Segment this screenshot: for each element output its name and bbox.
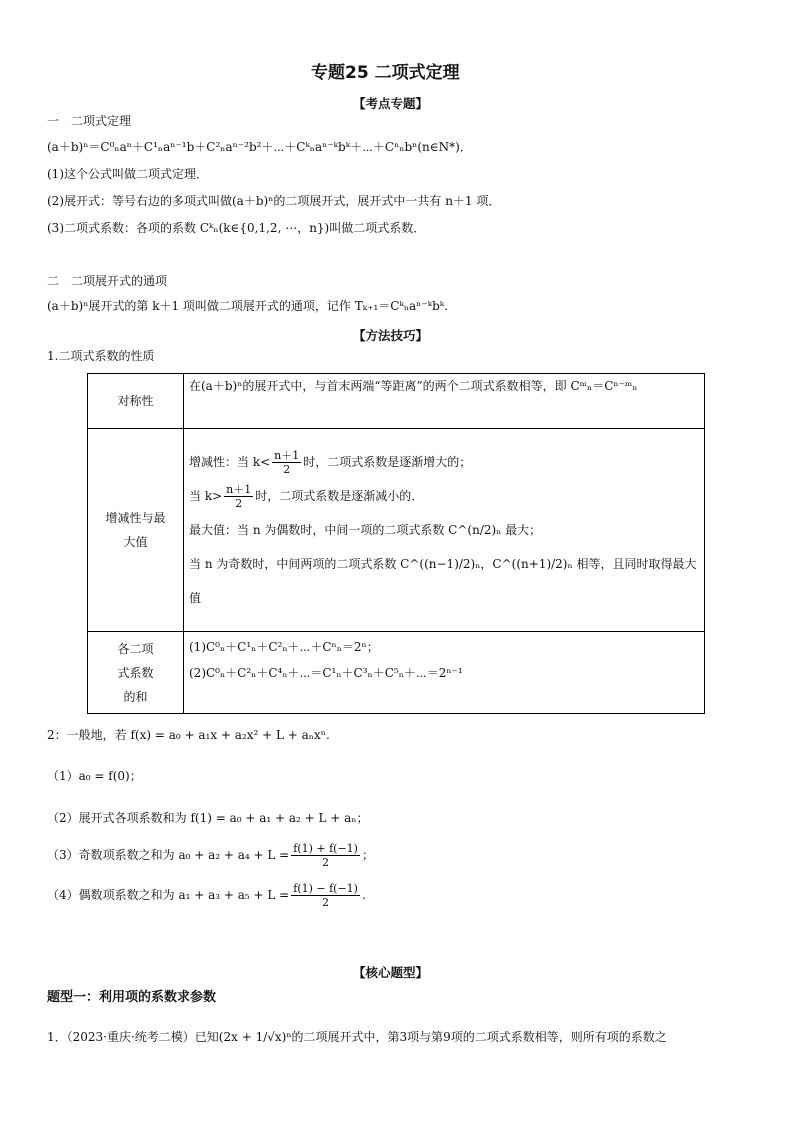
s1-line-1: (1)这个公式叫做二项式定理． — [47, 167, 208, 181]
symmetry-text: 在(a＋b)ⁿ的展开式中，与首末两端“等距离”的两个二项式系数相等，即 Cᵐₙ＝Cⁿ⁻ᵐₙ — [184, 374, 705, 429]
s1-line-3: (3)二项式系数：各项的系数 Cᵏₙ(k∈{0,1,2, ⋯，n})叫做二项式系数． — [47, 221, 426, 235]
question-1: 1．（2023·重庆·统考二模）已知(2x + 1/√x)ⁿ的二项展开式中，第3项与第9项的二项式系数相等，则所有项的系数之 — [47, 1030, 667, 1044]
general-term-line: (a＋b)ⁿ展开式的第 k＋1 项叫做二项展开式的通项，记作 Tₖ₊₁＝Cᵏₙaⁿ⁻ᵏbᵏ. — [47, 299, 448, 313]
general-item-1: （1）a₀ = f(0)； — [47, 769, 142, 783]
row-label-monotonic: 增减性与最 大值 — [88, 429, 184, 632]
table-row — [88, 429, 705, 632]
s1-line-2: (2)展开式：等号右边的多项式叫做(a＋b)ⁿ的二项展开式，展开式中一共有 n＋1 项． — [47, 194, 501, 208]
table-row — [88, 374, 705, 429]
general-item-2: （2）展开式各项系数和为 f(1) = a₀ + a₁ + a₂ + L + aₙ； — [47, 811, 369, 825]
page-title: 专题25 二项式定理 — [311, 63, 460, 83]
sum-content — [184, 632, 705, 714]
max-odd-line: 当 n 为奇数时，中间两项的二项式系数 C^((n−1)/2)ₙ，C^((n+1)/2)ₙ 相等，且同时取得最大值 — [189, 557, 697, 605]
row-label-sum: 各二项 式系数 的和 — [88, 632, 184, 714]
max-even-line: 最大值：当 n 为偶数时，中间一项的二项式系数 C^(n/2)ₙ 最大； — [189, 523, 542, 537]
section-header-core: 【核心题型】 — [353, 965, 429, 980]
general-item-3: （3）奇数项系数之和为 a₀ + a₂ + a₄ + L = $\frac{f(1) + f(-1)}{2}$ ； — [47, 842, 374, 869]
general-item-4: （4）偶数项系数之和为 a₁ + a₃ + a₅ + L = $\frac{f(1) - f(-1)}{2}$ . — [47, 882, 366, 909]
increase-line: 增减性：当 k< $\frac{n+1}{2}$ 时，二项式系数是逐渐增大的； — [189, 449, 472, 476]
s1-heading: 一 二项式定理 — [47, 114, 132, 128]
row-label-symmetry: 对称性 — [88, 374, 184, 429]
props-heading: 1.二项式系数的性质 — [47, 349, 155, 363]
binomial-formula: (a＋b)ⁿ＝C⁰ₙaⁿ＋C¹ₙaⁿ⁻¹b＋C²ₙaⁿ⁻²b²＋⋯＋Cᵏₙaⁿ⁻ᵏbᵏ＋⋯＋Cⁿₙbⁿ(n∈N*)． — [47, 140, 472, 154]
general-intro: 2：一般地，若 f(x) = a₀ + a₁x + a₂x² + L + aₙxⁿ. — [47, 728, 330, 742]
sum-line-2: (2)C⁰ₙ＋C²ₙ＋C⁴ₙ＋⋯＝C¹ₙ＋C³ₙ＋C⁵ₙ＋⋯＝2ⁿ⁻¹ — [189, 666, 463, 680]
decrease-line: 当 k> $\frac{n+1}{2}$ 时，二项式系数是逐渐减小的． — [189, 483, 424, 510]
section-header-method: 【方法技巧】 — [353, 328, 429, 343]
properties-table — [87, 373, 705, 714]
section-header-kaodian: 【考点专题】 — [353, 96, 429, 111]
s2-heading: 二 二项展开式的通项 — [47, 274, 168, 288]
monotonic-content — [184, 429, 705, 632]
table-row — [88, 632, 705, 714]
sum-line-1: (1)C⁰ₙ＋C¹ₙ＋C²ₙ＋⋯＋Cⁿₙ＝2ⁿ； — [189, 640, 379, 654]
type1-heading: 题型一：利用项的系数求参数 — [47, 990, 217, 1005]
